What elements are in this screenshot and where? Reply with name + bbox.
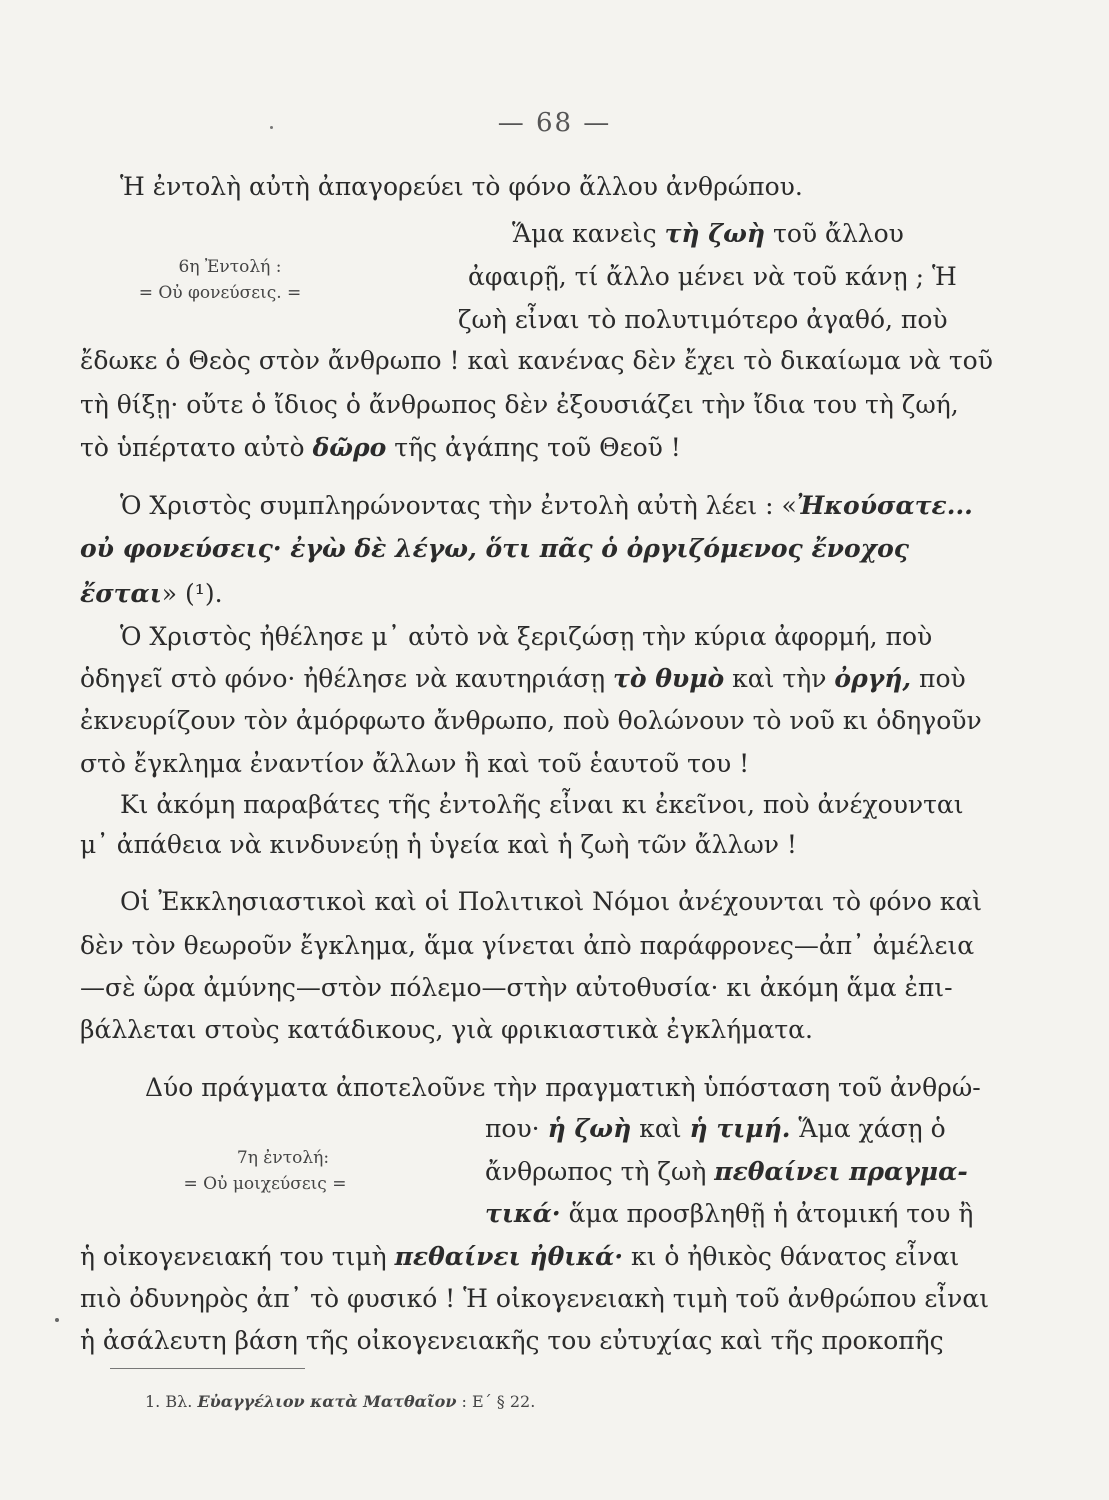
text-line	[80, 664, 966, 694]
bold-span: πεθαίνει πραγμα-	[714, 1157, 968, 1186]
text-line	[512, 219, 904, 249]
text-line: Ἡ ἐντολὴ αὐτὴ ἀπαγορεύει τὸ φόνο ἄλλου ἀνθρώπου.	[120, 172, 803, 201]
text-line: βάλλεται στοὺς κατάδικους, γιὰ φρικιαστικὰ ἐγκλήματα.	[80, 1015, 814, 1044]
bold-span: ἔσται	[80, 579, 162, 608]
speck-mark	[55, 1318, 59, 1322]
text-line	[485, 1199, 973, 1229]
text-line	[80, 1242, 959, 1272]
sidenote-7-subtitle: = Οὐ μοιχεύσεις =	[183, 1174, 347, 1194]
text-span: τοῦ ἄλλου	[773, 219, 904, 248]
footnote-prefix: 1. Βλ.	[145, 1392, 193, 1411]
text-line: Δύο πράγματα ἀποτελοῦνε τὴν πραγματικὴ ὑπόσταση τοῦ ἀνθρώ-	[145, 1073, 981, 1102]
text-line	[485, 1157, 968, 1187]
page-number: — 68 —	[497, 108, 612, 138]
text-span: κι ὁ ἠθικὸς θάνατος εἶναι	[631, 1242, 960, 1271]
bold-span: ἡ ζωὴ	[547, 1114, 632, 1143]
bold-span: τικά·	[485, 1199, 561, 1228]
text-line: Οἱ Ἐκκλησιαστικοὶ καὶ οἱ Πολιτικοὶ Νόμοι ἀνέχουνται τὸ φόνο καὶ	[120, 887, 983, 916]
text-span: ἅμα προσβληθῇ ἡ ἀτομική του ἢ	[568, 1199, 974, 1228]
text-span: ἡ οἰκογενειακή του τιμὴ	[80, 1242, 387, 1271]
text-span: ποὺ	[919, 664, 966, 693]
bold-span: Ἠκούσατε...	[796, 491, 973, 520]
text-line: ἀφαιρῇ, τί ἄλλο μένει νὰ τοῦ κάνῃ ; Ἡ	[468, 262, 957, 291]
text-line	[80, 433, 681, 463]
text-line: ἡ ἀσάλευτη βάση τῆς οἰκογενειακῆς του εὐτυχίας καὶ τῆς προκοπῆς	[80, 1326, 944, 1355]
bold-span: πεθαίνει ἠθικά·	[394, 1242, 624, 1271]
footnote-rule	[110, 1368, 305, 1369]
text-line	[120, 491, 973, 521]
text-line: Κι ἀκόμη παραβάτες τῆς ἐντολῆς εἶναι κι ἐκεῖνοι, ποὺ ἀνέχουνται	[120, 790, 964, 819]
text-span: » (¹).	[161, 579, 223, 608]
text-line: τὴ θίξῃ· οὔτε ὁ ἴδιος ὁ ἄνθρωπος δὲν ἐξουσιάζει τὴν ἴδια του τὴ ζωή,	[80, 390, 959, 419]
text-span: καὶ τὴν	[732, 664, 827, 693]
text-line: ἐκνευρίζουν τὸν ἀμόρφωτο ἄνθρωπο, ποὺ θολώνουν τὸ νοῦ κι ὁδηγοῦν	[80, 706, 982, 735]
bold-span: ἡ τιμή.	[689, 1114, 791, 1143]
text-line: δὲν τὸν θεωροῦν ἔγκλημα, ἅμα γίνεται ἀπὸ παράφρονες—ἀπ᾽ ἀμέλεια	[80, 931, 975, 960]
text-span: τὸ ὑπέρτατο αὐτὸ	[80, 433, 305, 462]
sidenote-6-title: 6η Ἐντολή :	[178, 257, 282, 277]
text-span: τῆς ἀγάπης τοῦ Θεοῦ !	[394, 433, 681, 462]
text-line: —σὲ ὥρα ἀμύνης—στὸν πόλεμο—στὴν αὐτοθυσία· κι ἀκόμη ἅμα ἐπι-	[80, 973, 953, 1002]
text-span: ἄνθρωπος τὴ ζωὴ	[485, 1157, 707, 1186]
text-line: μ᾽ ἀπάθεια νὰ κινδυνεύῃ ἡ ὑγεία καὶ ἡ ζωὴ τῶν ἄλλων !	[80, 830, 797, 859]
footnote	[145, 1392, 535, 1411]
text-span: ὁδηγεῖ στὸ φόνο· ἠθέλησε νὰ καυτηριάσῃ	[80, 664, 606, 693]
bold-span: δῶρο	[312, 433, 387, 462]
sidenote-7-title: 7η ἐντολή:	[236, 1148, 330, 1168]
text-span: καὶ	[639, 1114, 682, 1143]
text-line	[485, 1114, 946, 1144]
footnote-suffix: : Ε΄ § 22.	[461, 1392, 536, 1411]
text-line	[80, 579, 223, 609]
text-line: πιὸ ὀδυνηρὸς ἀπ᾽ τὸ φυσικό ! Ἡ οἰκογενειακὴ τιμὴ τοῦ ἀνθρώπου εἶναι	[80, 1284, 990, 1313]
text-line: ζωὴ εἶναι τὸ πολυτιμότερο ἀγαθό, ποὺ	[458, 305, 948, 334]
footnote-title: Εὐαγγέλιον κατὰ Ματθαῖον	[197, 1392, 457, 1411]
text-line-bold: οὐ φονεύσεις· ἐγὼ δὲ λέγω, ὅτι πᾶς ὁ ὀργιζόμενος ἔνοχος	[80, 534, 910, 563]
text-span: Ἅμα κανεὶς	[512, 219, 657, 248]
sidenote-6-subtitle: = Οὐ φονεύσεις. =	[138, 283, 302, 303]
bold-span: ὀργή,	[834, 664, 912, 693]
text-span: Ἅμα χάσῃ ὁ	[798, 1114, 946, 1143]
text-span: που·	[485, 1114, 540, 1143]
text-line: Ὁ Χριστὸς ἠθέλησε μ᾽ αὐτὸ νὰ ξεριζώσῃ τὴν κύρια ἀφορμή, ποὺ	[120, 622, 933, 651]
text-line: στὸ ἔγκλημα ἐναντίον ἄλλων ἢ καὶ τοῦ ἑαυτοῦ του !	[80, 749, 750, 778]
bold-span: τὸ θυμὸ	[613, 664, 725, 693]
text-line: ἔδωκε ὁ Θεὸς στὸν ἄνθρωπο ! καὶ κανένας δὲν ἔχει τὸ δικαίωμα νὰ τοῦ	[80, 346, 993, 375]
text-span: Ὁ Χριστὸς συμπληρώνοντας τὴν ἐντολὴ αὐτὴ λέει : «	[120, 491, 797, 520]
bold-span: τὴ ζωὴ	[664, 219, 766, 248]
